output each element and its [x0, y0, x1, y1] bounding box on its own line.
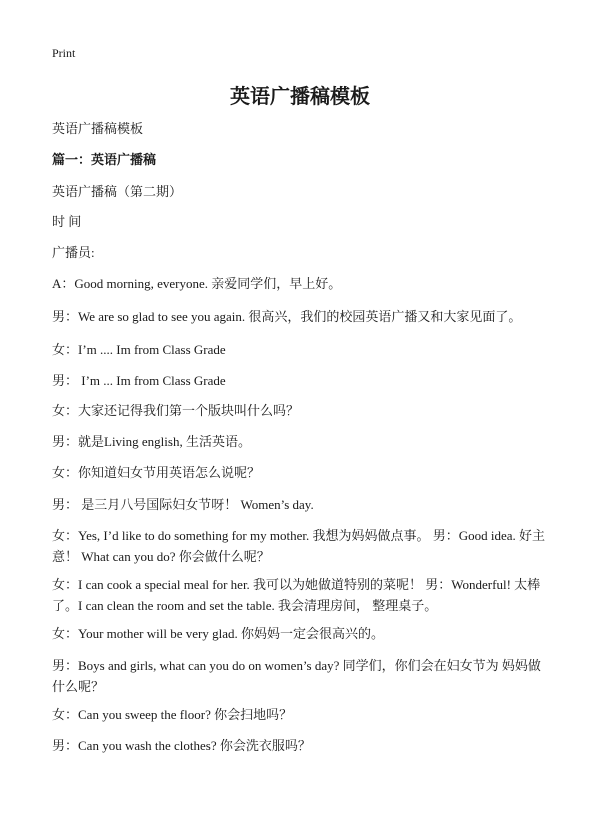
issue-line: 英语广播稿（第二期） — [52, 184, 183, 199]
broadcaster-label: 广播员: — [52, 245, 95, 260]
dialogue-line: 女：Your mother will be very glad. 你妈妈一定会很高兴的。 — [52, 626, 384, 641]
subtitle: 英语广播稿模板 — [52, 121, 144, 136]
dialogue-line: 男： I’m ... Im from Class Grade — [52, 373, 226, 388]
dialogue-line: 男：Boys and girls, what can you do on women’s day? 同学们，你们会在妇女节为 妈妈做什么呢？ — [52, 658, 541, 694]
dialogue-line: 女：Yes, I’d like to do something for my mother. 我想为妈妈做点事。 男：Good idea. 好主意！ What can you do? 你会做什么呢？ — [52, 528, 546, 564]
dialogue-line: 男： 是三月八号国际妇女节呀！ Women’s day. — [52, 497, 314, 512]
document-title: 英语广播稿模板 — [230, 84, 370, 108]
dialogue-line: 女：你知道妇女节用英语怎么说呢？ — [52, 465, 261, 480]
dialogue-line: 女：大家还记得我们第一个版块叫什么吗？ — [52, 403, 300, 418]
dialogue-line: 男：Can you wash the clothes? 你会洗衣服吗？ — [52, 738, 311, 753]
dialogue-line: 女：Can you sweep the floor? 你会扫地吗？ — [52, 707, 293, 722]
dialogue-line: 女：I can cook a special meal for her. 我可以为她做道特别的菜呢！ 男：Wonderful! 太棒了。I can clean the room and set the table. 我会清理房间， 整理桌子。 — [52, 577, 541, 613]
dialogue-line: 男：We are so glad to see you again. 很高兴，我们的校园英语广播又和大家见面了。 — [52, 309, 522, 324]
time-label: 时 间 — [52, 214, 82, 229]
print-label[interactable]: Print — [52, 46, 76, 60]
dialogue-line: 男：就是Living english, 生活英语。 — [52, 434, 251, 449]
section-heading: 篇一：英语广播稿 — [52, 153, 157, 168]
dialogue-line: 女：I’m .... Im from Class Grade — [52, 342, 226, 357]
dialogue-line: A：Good morning, everyone. 亲爱同学们，早上好。 — [52, 276, 342, 291]
